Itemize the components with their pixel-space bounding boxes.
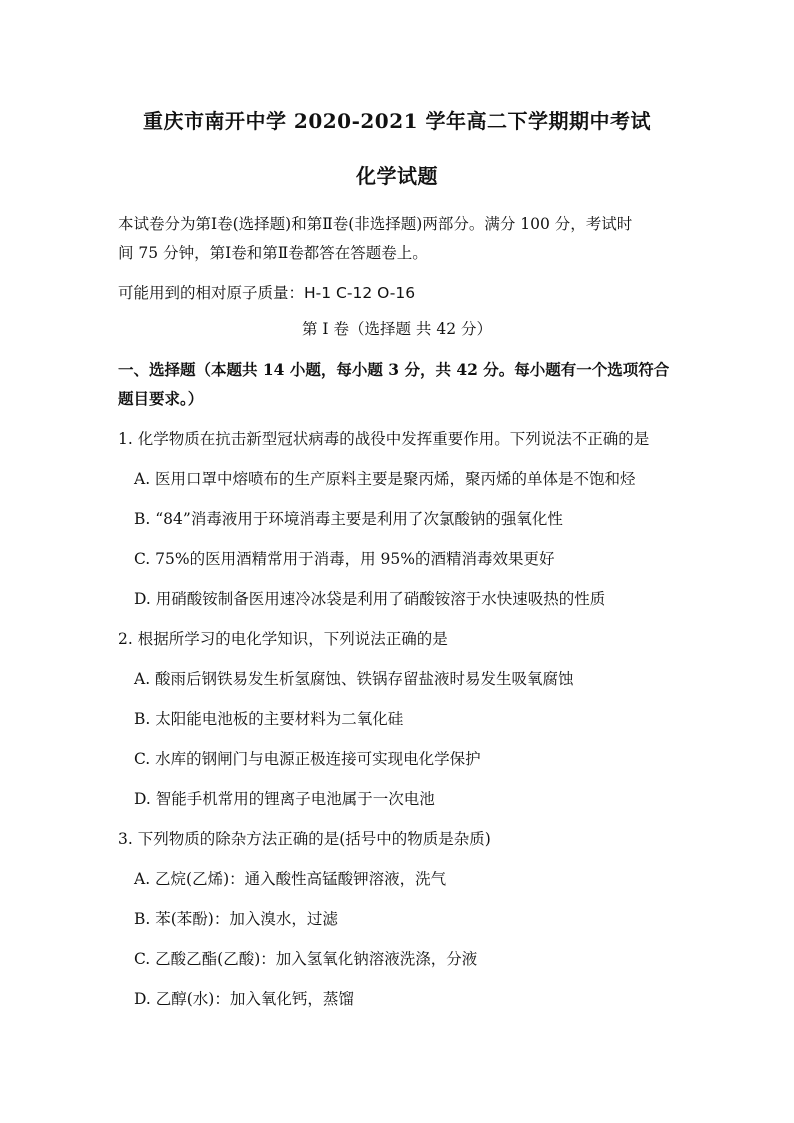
question-2-option-d: D. 智能手机常用的锂离子电池属于一次电池 (134, 790, 435, 808)
exam-subtitle: 化学试题 (356, 164, 438, 188)
question-1-option-b: B. “84”消毒液用于环境消毒主要是利用了次氯酸钠的强氧化性 (134, 510, 563, 528)
atomic-mass-line: 可能用到的相对原子质量：H-1 C-12 O-16 (118, 284, 416, 302)
section-heading-line-1: 一、选择题（本题共 14 小题，每小题 3 分，共 42 分。每小题有一个选项符合 (118, 360, 670, 379)
question-1-option-a: A. 医用口罩中熔喷布的生产原料主要是聚丙烯，聚丙烯的单体是不饱和烃 (134, 470, 636, 488)
intro-line-2: 间 75 分钟，第Ⅰ卷和第Ⅱ卷都答在答题卷上。 (118, 244, 428, 262)
question-2-option-c: C. 水库的钢闸门与电源正极连接可实现电化学保护 (134, 750, 481, 768)
question-3-option-a: A. 乙烷(乙烯)：通入酸性高锰酸钾溶液，洗气 (134, 870, 447, 888)
question-2-option-a: A. 酸雨后钢铁易发生析氢腐蚀、铁锅存留盐液时易发生吸氧腐蚀 (134, 670, 574, 688)
question-3-option-d: D. 乙醇(水)：加入氧化钙，蒸馏 (134, 990, 354, 1008)
question-3-option-c: C. 乙酸乙酯(乙酸)：加入氢氧化钠溶液洗涤，分液 (134, 950, 478, 968)
question-3-option-b: B. 苯(苯酚)：加入溴水，过滤 (134, 910, 338, 928)
question-2-option-b: B. 太阳能电池板的主要材料为二氧化硅 (134, 710, 404, 728)
exam-title: 重庆市南开中学 2020-2021 学年高二下学期期中考试 (142, 109, 652, 133)
part-one-heading: 第 I 卷（选择题 共 42 分） (302, 320, 492, 338)
intro-line-1: 本试卷分为第Ⅰ卷(选择题)和第Ⅱ卷(非选择题)两部分。满分 100 分，考试时 (118, 215, 633, 233)
question-1-option-d: D. 用硝酸铵制备医用速冷冰袋是利用了硝酸铵溶于水快速吸热的性质 (134, 590, 606, 608)
question-1-option-c: C. 75%的医用酒精常用于消毒，用 95%的酒精消毒效果更好 (134, 550, 555, 568)
question-1-stem: 1. 化学物质在抗击新型冠状病毒的战役中发挥重要作用。下列说法不正确的是 (118, 430, 650, 448)
question-2-stem: 2. 根据所学习的电化学知识，下列说法正确的是 (118, 630, 448, 648)
section-heading-line-2: 题目要求。） (118, 389, 204, 408)
question-3-stem: 3. 下列物质的除杂方法正确的是(括号中的物质是杂质) (118, 830, 491, 848)
